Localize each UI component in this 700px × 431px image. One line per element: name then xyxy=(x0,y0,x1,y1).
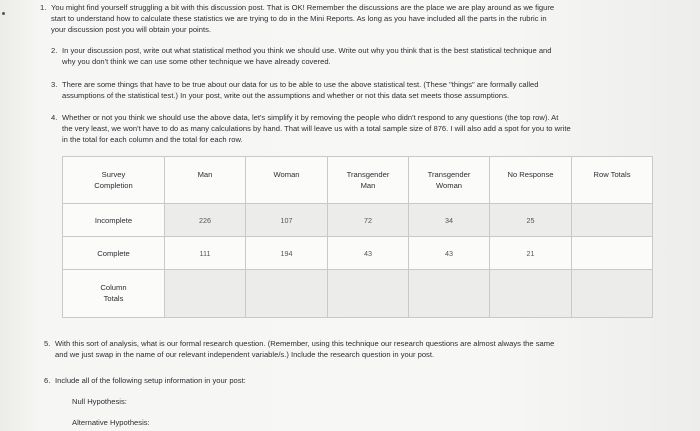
grand-total-cell xyxy=(572,270,653,318)
item-text-line: why you don't think we can use some other technique we have already covered. xyxy=(62,57,331,66)
header-transgender-man: Transgender Man xyxy=(328,157,409,204)
item-text-line: There are some things that have to be true about our data for us to be able to use the above statistical test. (These "things" are formally called xyxy=(62,80,539,89)
header-survey-completion: Survey Completion xyxy=(63,157,165,204)
row-label-complete: Complete xyxy=(63,237,165,270)
item-number: 4. xyxy=(51,113,58,122)
table-row xyxy=(63,204,653,237)
item-text-line: Include all of the following setup information in your post: xyxy=(55,376,246,385)
cell-value: 43 xyxy=(328,237,409,270)
column-total-cell xyxy=(328,270,409,318)
cell-value: 34 xyxy=(409,204,490,237)
survey-data-table xyxy=(62,156,653,318)
cell-value: 226 xyxy=(165,204,246,237)
column-total-cell xyxy=(490,270,572,318)
item-number: 6. xyxy=(44,376,51,385)
column-total-cell xyxy=(409,270,490,318)
item-text-line: With this sort of analysis, what is our formal research question. (Remember, using this technique our research questions are almost always the same xyxy=(55,339,555,348)
null-hypothesis-label: Null Hypothesis: xyxy=(72,397,127,406)
item-text-line: You might find yourself struggling a bit with this discussion post. That is OK! Remember the discussions are the place we are play around as we figure xyxy=(51,3,555,12)
item-number: 1. xyxy=(40,3,47,12)
item-text-line: in the total for each column and the total for each row. xyxy=(62,135,243,144)
item-text-line: the very least, we won't have to do as many calculations by hand. That will leave us with a total sample size of 876. I will also add a spot for you to write xyxy=(62,124,571,133)
header-no-response: No Response xyxy=(490,157,572,204)
table-totals-row xyxy=(63,270,653,318)
row-total-cell xyxy=(572,237,653,270)
item-text-line: start to understand how to calculate these statistics we are trying to do in the Mini Reports. As long as you have included all the parts in the rubric in xyxy=(51,14,547,23)
item-text-line: your discussion post you will obtain your points. xyxy=(51,25,211,34)
item-text-line: In your discussion post, write out what statistical method you think we should use. Write out why you think that is the best statistical technique and xyxy=(62,46,552,55)
row-total-cell xyxy=(572,204,653,237)
row-label-column-totals: Column Totals xyxy=(63,270,165,318)
column-total-cell xyxy=(246,270,328,318)
item-text-line: assumptions of the statistical test.) In your post, write out the assumptions and whether or not this data set meets those assumptions. xyxy=(62,91,509,100)
item-number: 5. xyxy=(44,339,51,348)
header-woman: Woman xyxy=(246,157,328,204)
row-label-incomplete: Incomplete xyxy=(63,204,165,237)
cell-value: 43 xyxy=(409,237,490,270)
item-text-line: Whether or not you think we should use the above data, let's simplify it by removing the people who didn't respond to any questions (the top row). At xyxy=(62,113,559,122)
cell-value: 21 xyxy=(490,237,572,270)
column-total-cell xyxy=(165,270,246,318)
table-header-row xyxy=(63,157,653,204)
cell-value: 25 xyxy=(490,204,572,237)
item-number: 3. xyxy=(51,80,58,89)
table-row xyxy=(63,237,653,270)
alternative-hypothesis-label: Alternative Hypothesis: xyxy=(72,418,150,427)
header-transgender-woman: Transgender Woman xyxy=(409,157,490,204)
bullet-marker xyxy=(2,12,5,15)
header-man: Man xyxy=(165,157,246,204)
cell-value: 194 xyxy=(246,237,328,270)
header-row-totals: Row Totals xyxy=(572,157,653,204)
cell-value: 72 xyxy=(328,204,409,237)
item-text-line: and we just swap in the name of our relevant independent variable/s.) Include the research question in your post. xyxy=(55,350,435,359)
item-number: 2. xyxy=(51,46,58,55)
cell-value: 107 xyxy=(246,204,328,237)
cell-value: 111 xyxy=(165,237,246,270)
